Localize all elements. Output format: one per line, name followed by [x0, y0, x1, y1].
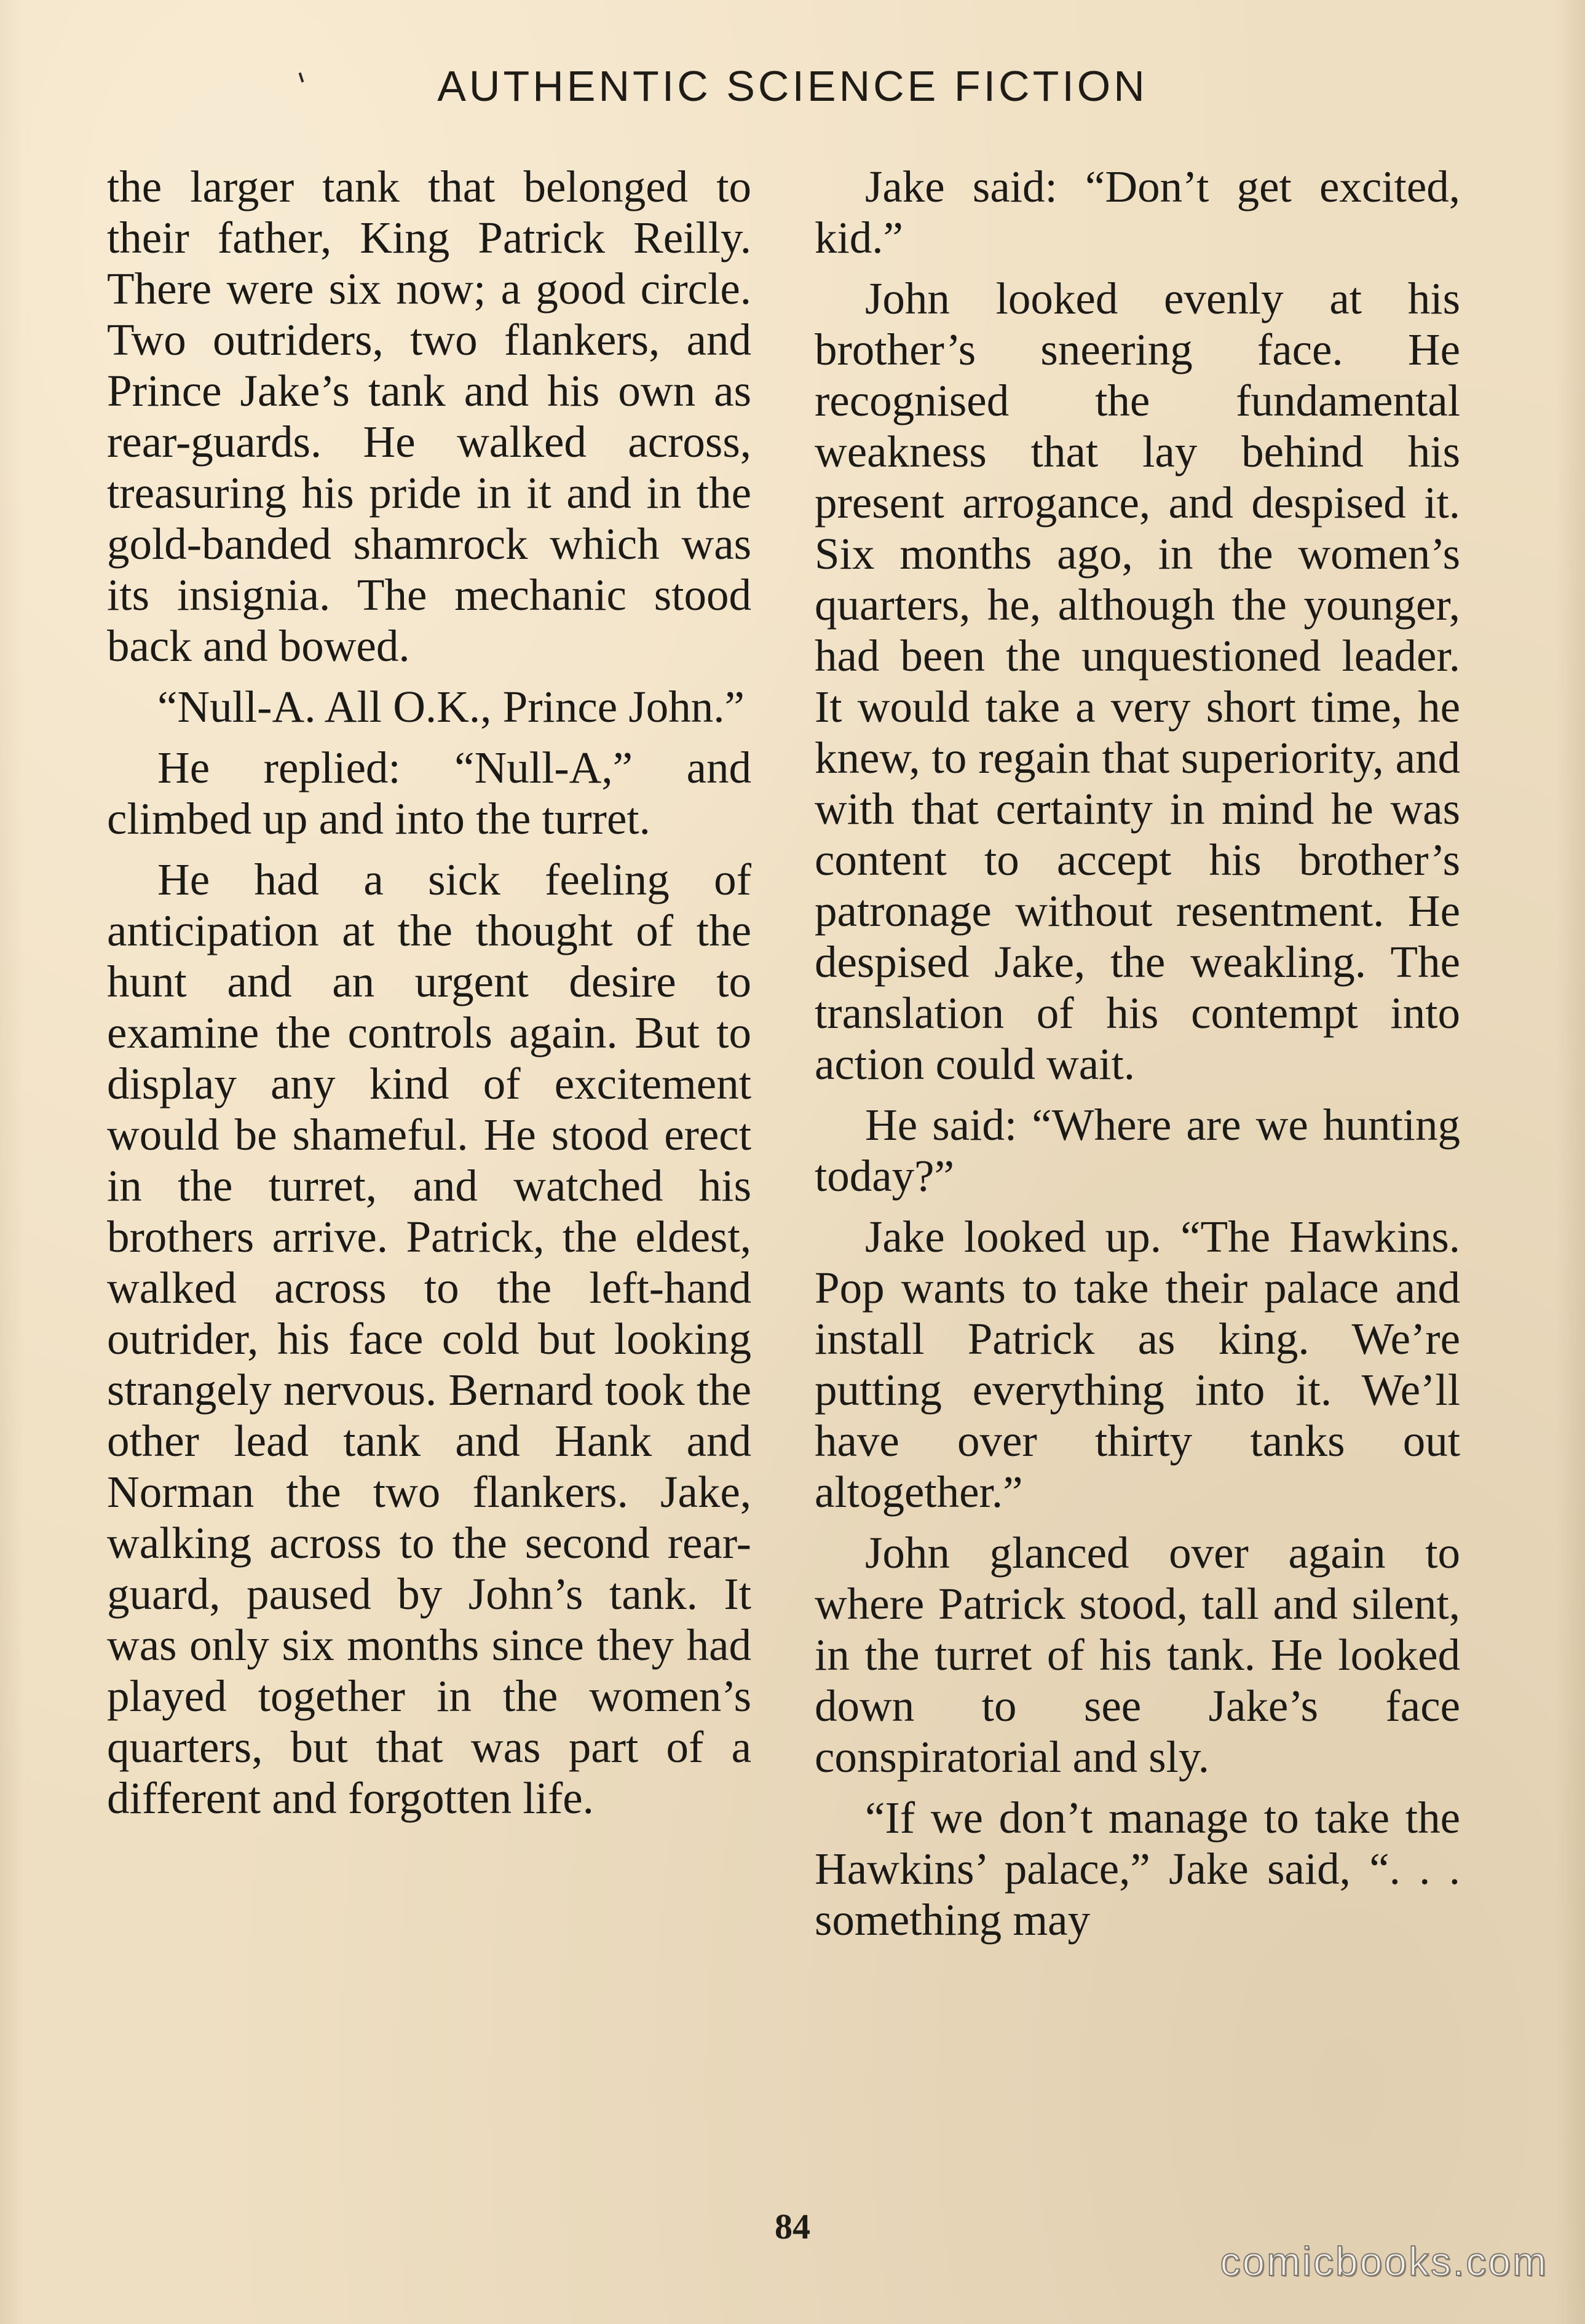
paragraph: He had a sick feeling of anticipation at the thought of the hunt and an urgent desire to examine the controls again. But to display any kind of excitement would be shameful. He stood erect in the turret, and watched his brothers arrive. Patrick, the eldest, walked across to the left-hand outrider, his face cold but looking strangely nervous. Bernard took the other lead tank and Hank and Norman the two flankers. Jake, walking across to the second rear-guard, paused by John’s tank. It was only six months since they had played together in the women’s quarters, but that was part of a different and forgotten life. [107, 855, 751, 1823]
page-number: 84 [775, 2207, 810, 2247]
left-column [107, 161, 751, 1833]
paragraph: John glanced over again to where Patrick stood, tall and silent, in the turret of his tank. He looked down to see Jake’s face conspiratorial and sly. [815, 1528, 1460, 1782]
watermark: comicbooks.com [1220, 2239, 1548, 2284]
paragraph: Jake looked up. “The Hawkins. Pop wants to take their palace and install Patrick as king. We’re putting everything into it. We’ll have over thirty tanks out altogether.” [815, 1212, 1460, 1517]
paragraph: the larger tank that belonged to their father, King Patrick Reilly. There were six now; a good circle. Two outriders, two flankers, and Prince Jake’s tank and his own as rear-guards. He walked across, treasuring his pride in it and in the gold-banded shamrock which was its insignia. The mechanic stood back and bowed. [107, 162, 751, 671]
paragraph: John looked evenly at his brother’s sneering face. He recognised the fundamental weakness that lay behind his present arrogance, and despised it. Six months ago, in the women’s quarters, he, although the younger, had been the unquestioned leader. It would take a very short time, he knew, to regain that superiority, and with that certainty in mind he was content to accept his brother’s patronage without resentment. He despised Jake, the weakling. The translation of his contempt into action could wait. [815, 274, 1460, 1089]
paragraph: He said: “Where are we hunting today?” [815, 1100, 1460, 1201]
paragraph: Jake said: “Don’t get excited, kid.” [815, 162, 1460, 263]
running-head: AUTHENTIC SCIENCE FICTION [437, 62, 1148, 110]
right-column [815, 161, 1460, 1955]
paragraph: He replied: “Null-A,” and climbed up and into the turret. [107, 743, 751, 844]
paragraph: “If we don’t manage to take the Hawkins’ palace,” Jake said, “. . . something may [815, 1793, 1460, 1945]
paragraph: “Null-A. All O.K., Prince John.” [157, 682, 745, 732]
